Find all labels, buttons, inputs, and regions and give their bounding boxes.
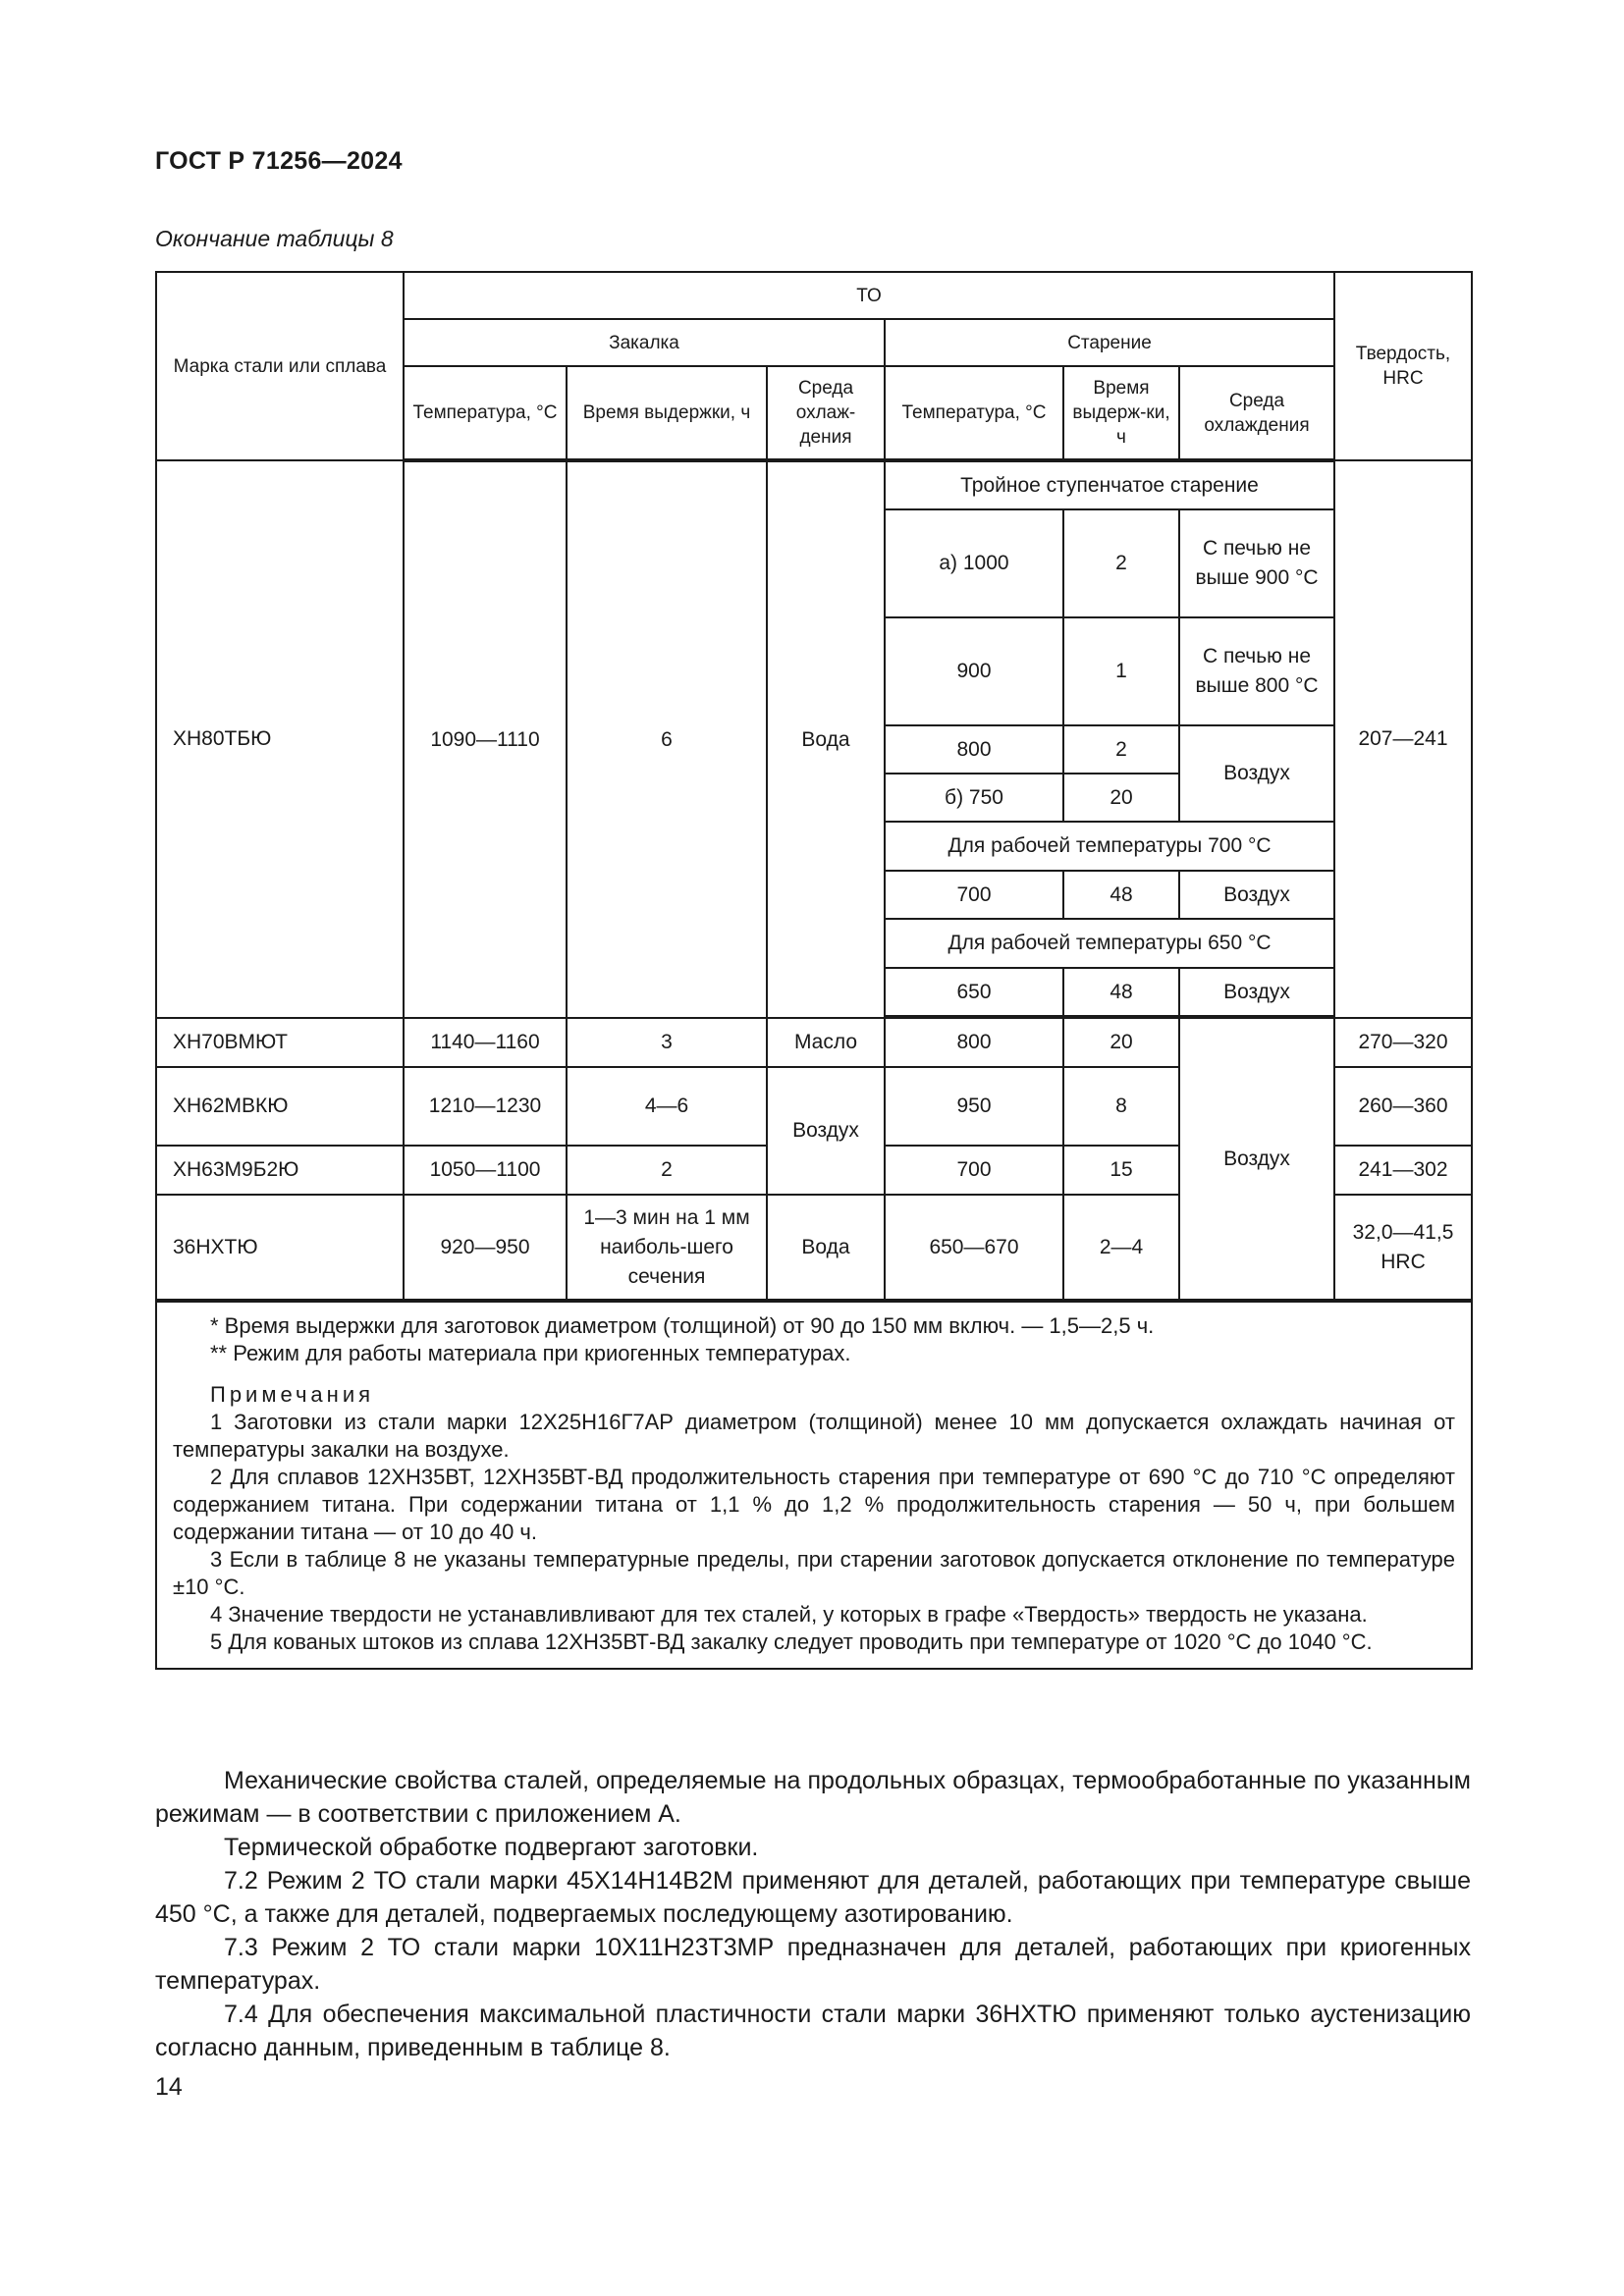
quench-temp-cell: 1090—1110 — [404, 460, 567, 1018]
note-3: 3 Если в таблице 8 не указаны температурные пределы, при старении заготовок допускается отклонение по температуре ±10 °С. — [173, 1547, 1455, 1599]
hardness-cell: 270—320 — [1334, 1018, 1472, 1067]
header-hardness: Твердость, HRC — [1334, 272, 1472, 460]
grade-cell: ХН62МВКЮ — [156, 1067, 404, 1146]
triple-aging-label: Тройное ступенчатое старение — [885, 460, 1334, 509]
aging-time-cell: 48 — [1063, 871, 1179, 919]
paragraph: Термической обработке подвергают заготовки. — [224, 1834, 759, 1861]
table-row — [156, 460, 1472, 509]
work-temp-700-label: Для рабочей температуры 700 °С — [885, 822, 1334, 871]
header-grade: Марка стали или сплава — [156, 272, 404, 460]
aging-time-cell: 2 — [1063, 725, 1179, 774]
aging-temp-cell: 650 — [885, 968, 1063, 1016]
note-1: 1 Заготовки из стали марки 12Х25Н16Г7АР диаметром (толщиной) менее 10 мм допускается охлаждать начиная от температуры закалки на воздухе. — [173, 1410, 1455, 1462]
aging-time-cell: 2 — [1063, 509, 1179, 617]
quench-cooling-cell: Вода — [767, 1195, 885, 1301]
footnote-1: * Время выдержки для заготовок диаметром (толщиной) от 90 до 150 мм включ. — 1,5—2,5 ч. — [210, 1313, 1155, 1338]
aging-time-cell: 15 — [1063, 1146, 1179, 1195]
quench-temp-cell: 1140—1160 — [404, 1018, 567, 1067]
quench-time-cell: 3 — [567, 1018, 767, 1067]
header-aging-time: Время выдерж-ки, ч — [1063, 366, 1179, 460]
header-quench-temp: Температура, °С — [404, 366, 567, 460]
aging-temp-cell: 700 — [885, 871, 1063, 919]
aging-cooling-cell: Воздух — [1179, 725, 1334, 822]
aging-cooling-cell: Воздух — [1179, 968, 1334, 1016]
aging-time-cell: 2—4 — [1063, 1195, 1179, 1301]
aging-cooling-cell: С печью не выше 800 °С — [1179, 617, 1334, 725]
hardness-cell: 207—241 — [1334, 460, 1472, 1018]
heat-treatment-table — [155, 271, 1473, 1670]
aging-time-cell: 8 — [1063, 1067, 1179, 1146]
aging-temp-cell: 950 — [885, 1067, 1063, 1146]
page-header: ГОСТ Р 71256—2024 — [155, 147, 403, 175]
quench-cooling-cell: Воздух — [767, 1067, 885, 1195]
aging-temp-cell: а) 1000 — [885, 509, 1063, 617]
paragraph: Механические свойства сталей, определяемые на продольных образцах, термообработанные по указанным режимам — в соответствии с приложением А. — [155, 1767, 1471, 1828]
aging-time-cell: 20 — [1063, 774, 1179, 822]
work-temp-650-label: Для рабочей температуры 650 °С — [885, 919, 1334, 968]
header-aging-cooling: Среда охлаждения — [1179, 366, 1334, 460]
grade-cell: 36НХТЮ — [156, 1195, 404, 1301]
quench-temp-cell: 920—950 — [404, 1195, 567, 1301]
hardness-cell: 241—302 — [1334, 1146, 1472, 1195]
grade-cell: ХН70ВМЮТ — [156, 1018, 404, 1067]
table-caption: Окончание таблицы 8 — [155, 226, 394, 251]
aging-cooling-cell: Воздух — [1179, 871, 1334, 919]
note-4: 4 Значение твердости не устанавливливают для тех сталей, у которых в графе «Твердость» твердость не указана. — [210, 1602, 1368, 1627]
header-aging: Старение — [885, 319, 1334, 366]
quench-cooling-cell: Масло — [767, 1018, 885, 1067]
aging-temp-cell: 800 — [885, 725, 1063, 774]
aging-time-cell: 1 — [1063, 617, 1179, 725]
notes-row — [156, 1301, 1472, 1669]
quench-cooling-cell: Вода — [767, 460, 885, 1018]
hardness-cell: 260—360 — [1334, 1067, 1472, 1146]
paragraph: 7.2 Режим 2 ТО стали марки 45Х14Н14В2М применяют для деталей, работающих при температуре свыше 450 °С, а также для деталей, подвергаемых последующему азотированию. — [155, 1867, 1471, 1928]
grade-cell: ХН80ТБЮ — [156, 460, 404, 1018]
aging-temp-cell: 800 — [885, 1018, 1063, 1067]
aging-time-cell: 48 — [1063, 968, 1179, 1016]
aging-cooling-cell: С печью не выше 900 °С — [1179, 509, 1334, 617]
quench-temp-cell: 1210—1230 — [404, 1067, 567, 1146]
grade-cell: ХН63М9Б2Ю — [156, 1146, 404, 1195]
aging-temp-cell: 900 — [885, 617, 1063, 725]
aging-temp-cell: б) 750 — [885, 774, 1063, 822]
header-quench-cooling: Среда охлаж-дения — [767, 366, 885, 460]
aging-temp-cell: 700 — [885, 1146, 1063, 1195]
quench-temp-cell: 1050—1100 — [404, 1146, 567, 1195]
notes-title: Примечания — [210, 1382, 375, 1407]
aging-time-cell: 20 — [1063, 1018, 1179, 1067]
note-5: 5 Для кованых штоков из сплава 12ХН35ВТ-ВД закалку следует проводить при температуре от 1020 °С до 1040 °С. — [210, 1629, 1373, 1654]
quench-time-cell: 6 — [567, 460, 767, 1018]
table-row — [156, 1018, 1472, 1067]
body-text — [155, 1764, 1471, 2064]
quench-time-cell: 4—6 — [567, 1067, 767, 1146]
header-quench: Закалка — [404, 319, 885, 366]
footnote-2: ** Режим для работы материала при криогенных температурах. — [210, 1341, 851, 1365]
paragraph: 7.3 Режим 2 ТО стали марки 10Х11Н23Т3МР предназначен для деталей, работающих при криогенных температурах. — [155, 1934, 1471, 1995]
aging-temp-cell: 650—670 — [885, 1195, 1063, 1301]
hardness-cell: 32,0—41,5 HRC — [1334, 1195, 1472, 1301]
header-to: ТО — [404, 272, 1334, 319]
aging-cooling-cell: Воздух — [1179, 1018, 1334, 1301]
paragraph: 7.4 Для обеспечения максимальной пластичности стали марки 36НХТЮ применяют только аустенизацию согласно данным, приведенным в таблице 8. — [155, 2001, 1471, 2061]
page-number: 14 — [155, 2073, 183, 2101]
notes-cell — [156, 1301, 1472, 1669]
quench-time-cell: 1—3 мин на 1 мм наиболь-шего сечения — [567, 1195, 767, 1301]
note-2: 2 Для сплавов 12ХН35ВТ, 12ХН35ВТ-ВД продолжительность старения при температуре от 690 °С до 710 °С определяют содержанием титана. При содержании титана от 1,1 % до 1,2 % продолжительность старения — 50 ч, при большем содержании титана — от 10 до 40 ч. — [173, 1465, 1455, 1544]
header-quench-time: Время выдержки, ч — [567, 366, 767, 460]
header-aging-temp: Температура, °С — [885, 366, 1063, 460]
quench-time-cell: 2 — [567, 1146, 767, 1195]
